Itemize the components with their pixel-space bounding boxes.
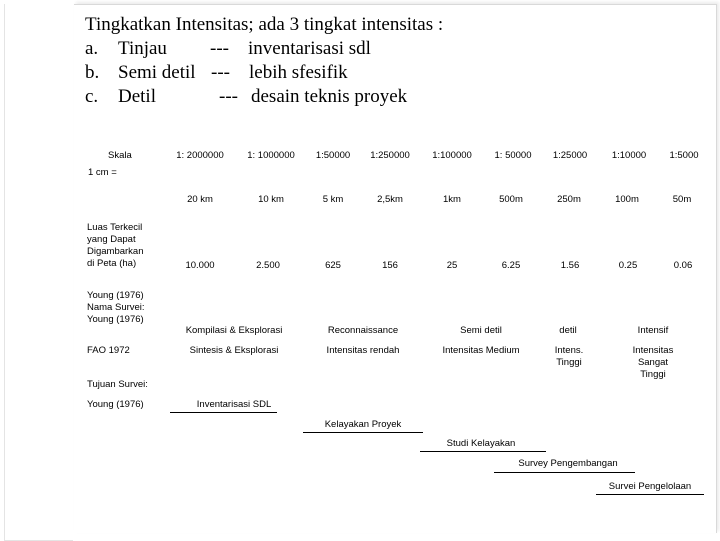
fao-label: FAO 1972 xyxy=(87,345,130,356)
luas-cell: 2.500 xyxy=(256,260,280,271)
scale-cell: 1: 1000000 xyxy=(247,150,295,161)
fao-cell: Intensitas Sangat Tinggi xyxy=(632,345,674,380)
scale-cell: 1: 50000 xyxy=(494,150,532,161)
luas-label: Luas Terkecil yang Dapat Digambarkan di Peta (ha) xyxy=(87,222,144,269)
purpose-label: Survey Pengembangan xyxy=(518,458,618,469)
luas-cell: 6.25 xyxy=(501,260,521,271)
survey-name-cell: Reconnaissance xyxy=(327,325,399,336)
cm-label: 1 cm = xyxy=(88,167,117,178)
distance-cell: 50m xyxy=(672,194,692,205)
item-marker: b. xyxy=(85,62,100,83)
scale-cell: 1:10000 xyxy=(611,150,647,161)
distance-cell: 250m xyxy=(557,194,581,205)
survey-name-cell: Kompilasi & Eksplorasi xyxy=(185,325,283,336)
purpose-bar xyxy=(596,494,704,495)
slide-title: Tingkatkan Intensitas; ada 3 tingkat intensitas : xyxy=(85,14,444,35)
item-name: Semi detil xyxy=(118,62,196,83)
item-name: Detil xyxy=(118,86,156,107)
luas-cell: 0.06 xyxy=(673,260,693,271)
survey-name-cell: Intensif xyxy=(637,325,669,336)
item-desc: inventarisasi sdl xyxy=(248,38,371,59)
purpose-bar xyxy=(170,412,277,413)
survey-name-cell: Semi detil xyxy=(460,325,502,336)
fao-cell: Intens. Tinggi xyxy=(554,345,584,368)
luas-cell: 625 xyxy=(325,260,341,271)
purpose-bar xyxy=(420,451,546,452)
item-desc: lebih sfesifik xyxy=(249,62,348,83)
tujuan-young-label: Young (1976) xyxy=(87,399,144,410)
luas-cell: 10.000 xyxy=(185,260,215,271)
distance-cell: 10 km xyxy=(258,194,284,205)
survey-name-cell: detil xyxy=(559,325,577,336)
item-desc: desain teknis proyek xyxy=(251,86,408,107)
distance-cell: 5 km xyxy=(322,194,344,205)
luas-cell: 1.56 xyxy=(560,260,580,271)
luas-cell: 0.25 xyxy=(618,260,638,271)
distance-cell: 100m xyxy=(615,194,639,205)
distance-cell: 1km xyxy=(443,194,461,205)
young-label: Young (1976) Nama Survei: Young (1976) xyxy=(87,290,145,325)
fao-cell: Intensitas Medium xyxy=(442,345,520,356)
item-marker: a. xyxy=(85,38,99,59)
fao-cell: Intensitas rendah xyxy=(326,345,400,356)
item-dash: --- xyxy=(219,86,238,107)
item-dash: --- xyxy=(211,62,230,83)
scale-cell: 1:100000 xyxy=(432,150,472,161)
fao-cell: Sintesis & Eksplorasi xyxy=(189,345,279,356)
luas-cell: 25 xyxy=(446,260,458,271)
scale-cell: 1:50000 xyxy=(315,150,351,161)
distance-cell: 500m xyxy=(499,194,523,205)
purpose-label: Survei Pengelolaan xyxy=(608,481,692,492)
purpose-label: Studi Kelayakan xyxy=(446,438,516,449)
slide-frame-left xyxy=(4,4,73,541)
scale-cell: 1:25000 xyxy=(552,150,588,161)
tujuan-label: Tujuan Survei: xyxy=(87,379,148,390)
skala-label: Skala xyxy=(108,150,132,161)
luas-cell: 156 xyxy=(382,260,398,271)
purpose-bar xyxy=(303,432,423,433)
purpose-label: Kelayakan Proyek xyxy=(324,419,402,430)
distance-cell: 20 km xyxy=(187,194,213,205)
purpose-bar xyxy=(494,472,635,473)
scale-cell: 1: 2000000 xyxy=(176,150,224,161)
item-marker: c. xyxy=(85,86,99,107)
scale-cell: 1:250000 xyxy=(370,150,410,161)
distance-cell: 2,5km xyxy=(377,194,403,205)
item-name: Tinjau xyxy=(118,38,167,59)
purpose-label: Inventarisasi SDL xyxy=(196,399,272,410)
scale-cell: 1:5000 xyxy=(669,150,699,161)
item-dash: --- xyxy=(210,38,229,59)
